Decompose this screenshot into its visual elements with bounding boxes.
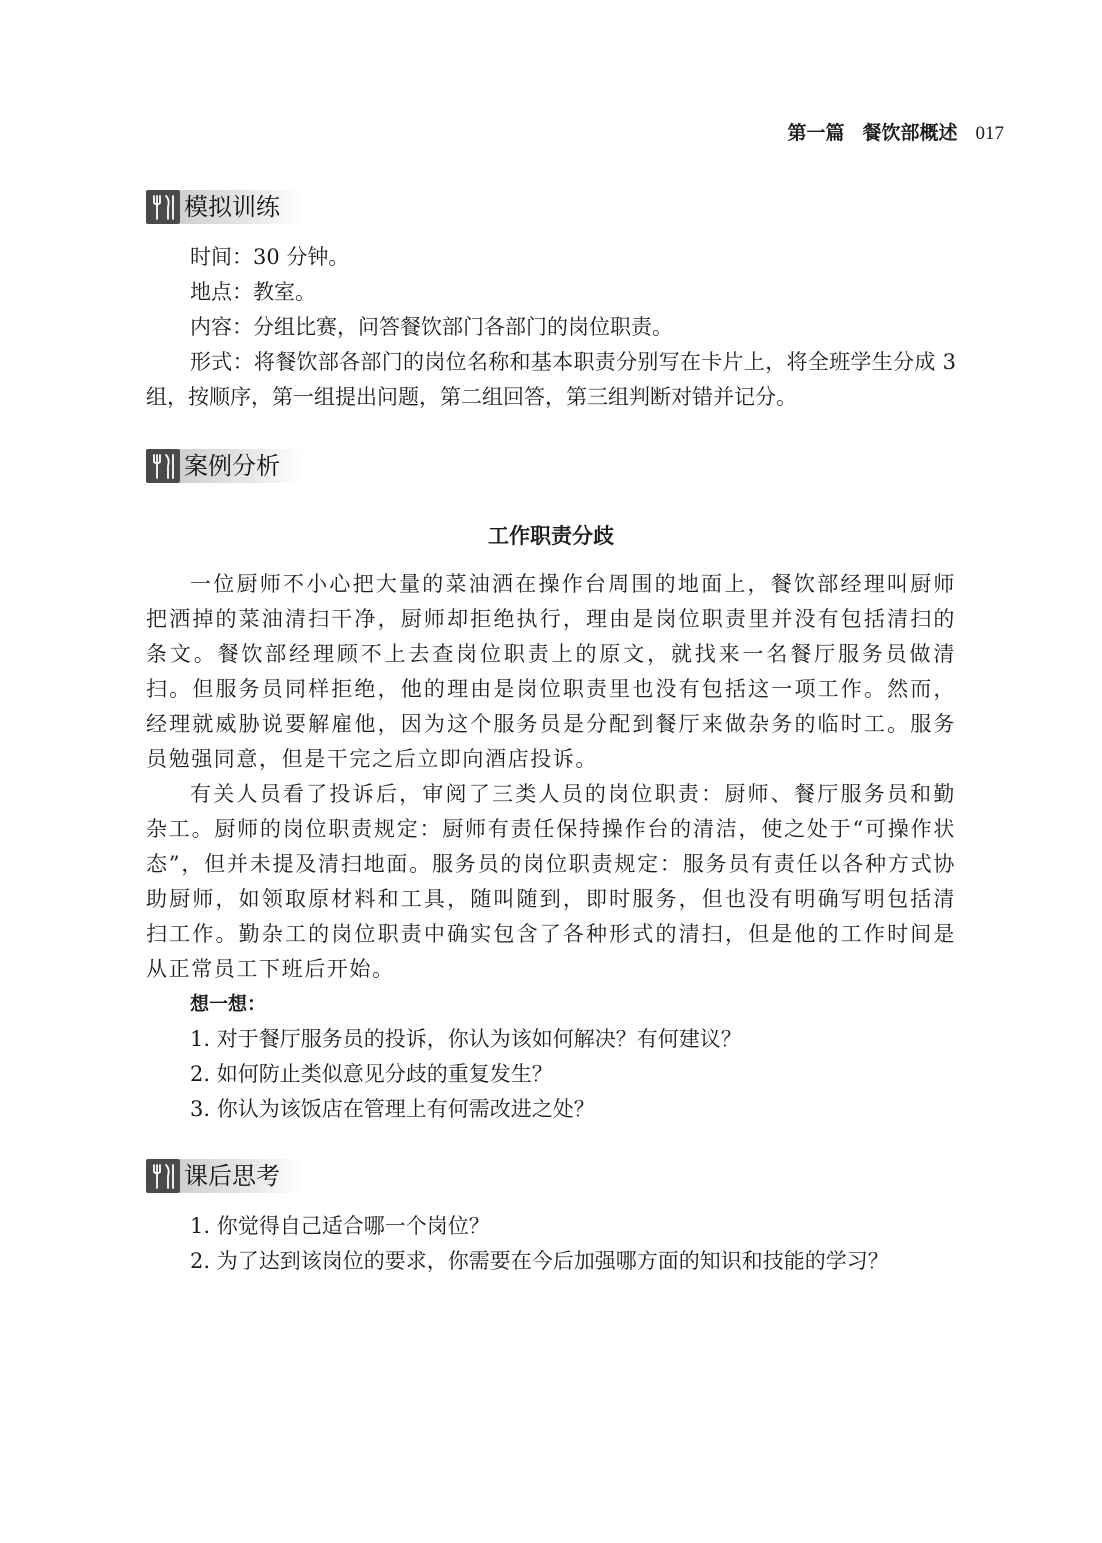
case-title: 工作职责分歧 (488, 524, 614, 548)
section-title: 模拟训练 (180, 190, 302, 224)
chapter-title: 餐饮部概述 (862, 122, 958, 144)
fork-knife-icon (146, 190, 180, 224)
training-line-place: 地点：教室。 (190, 280, 316, 304)
training-line-time: 时间：30 分钟。 (190, 245, 350, 269)
think-label: 想一想： (190, 993, 267, 1015)
section-heading-case (146, 447, 956, 485)
fork-knife-icon (146, 1159, 180, 1193)
page-number: 017 (975, 123, 1004, 144)
case-question: 1. 对于餐厅服务员的投诉，你认为该如何解决？有何建议？ (190, 1027, 742, 1051)
section-title: 课后思考 (180, 1159, 302, 1193)
reflection-question: 1. 你觉得自己适合哪一个岗位？ (190, 1214, 490, 1238)
section-heading-reflection (146, 1157, 956, 1195)
training-line-format: 形式：将餐饮部各部门的岗位名称和基本职责分别写在卡片上，将全班学生分成 3 组，按顺序，第一组提出问题，第二组回答，第三组判断对错并记分。 (146, 350, 956, 409)
training-line-content: 内容：分组比赛，问答餐饮部门各部门的岗位职责。 (190, 315, 673, 339)
case-paragraph: 一位厨师不小心把大量的菜油洒在操作台周围的地面上，餐饮部经理叫厨师把洒掉的菜油清扫干净，厨师却拒绝执行，理由是岗位职责里并没有包括清扫的条文。餐饮部经理顾不上去查岗位职责上的原文，就找来一名餐厅服务员做清扫。但服务员同样拒绝，他的理由是岗位职责里也没有包括这一项工作。然而，经理就威胁说要解雇他，因为这个服务员是分配到餐厅来做杂务的临时工。服务员勉强同意，但是干完之后立即向酒店投诉。 (146, 572, 956, 771)
reflection-question: 2. 为了达到该岗位的要求，你需要在今后加强哪方面的知识和技能的学习？ (190, 1249, 889, 1273)
section-title: 案例分析 (180, 449, 302, 483)
running-header (787, 118, 1004, 145)
case-body (146, 567, 956, 987)
page-content (146, 188, 956, 1279)
case-paragraph: 有关人员看了投诉后，审阅了三类人员的岗位职责：厨师、餐厅服务员和勤杂工。厨师的岗位职责规定：厨师有责任保持操作台的清洁，使之处于“可操作状态”，但并未提及清扫地面。服务员的岗位职责规定：服务员有责任以各种方式协助厨师，如领取原材料和工具，随叫随到，即时服务，但也没有明确写明包括清扫工作。勤杂工的岗位职责中确实包含了各种形式的清扫，但是他的工作时间是从正常员工下班后开始。 (146, 782, 956, 981)
fork-knife-icon (146, 449, 180, 483)
case-question: 3. 你认为该饭店在管理上有何需改进之处？ (190, 1097, 595, 1121)
case-question: 2. 如何防止类似意见分歧的重复发生？ (190, 1062, 553, 1086)
chapter-label: 第一篇 (787, 122, 845, 144)
section-heading-training (146, 188, 956, 226)
